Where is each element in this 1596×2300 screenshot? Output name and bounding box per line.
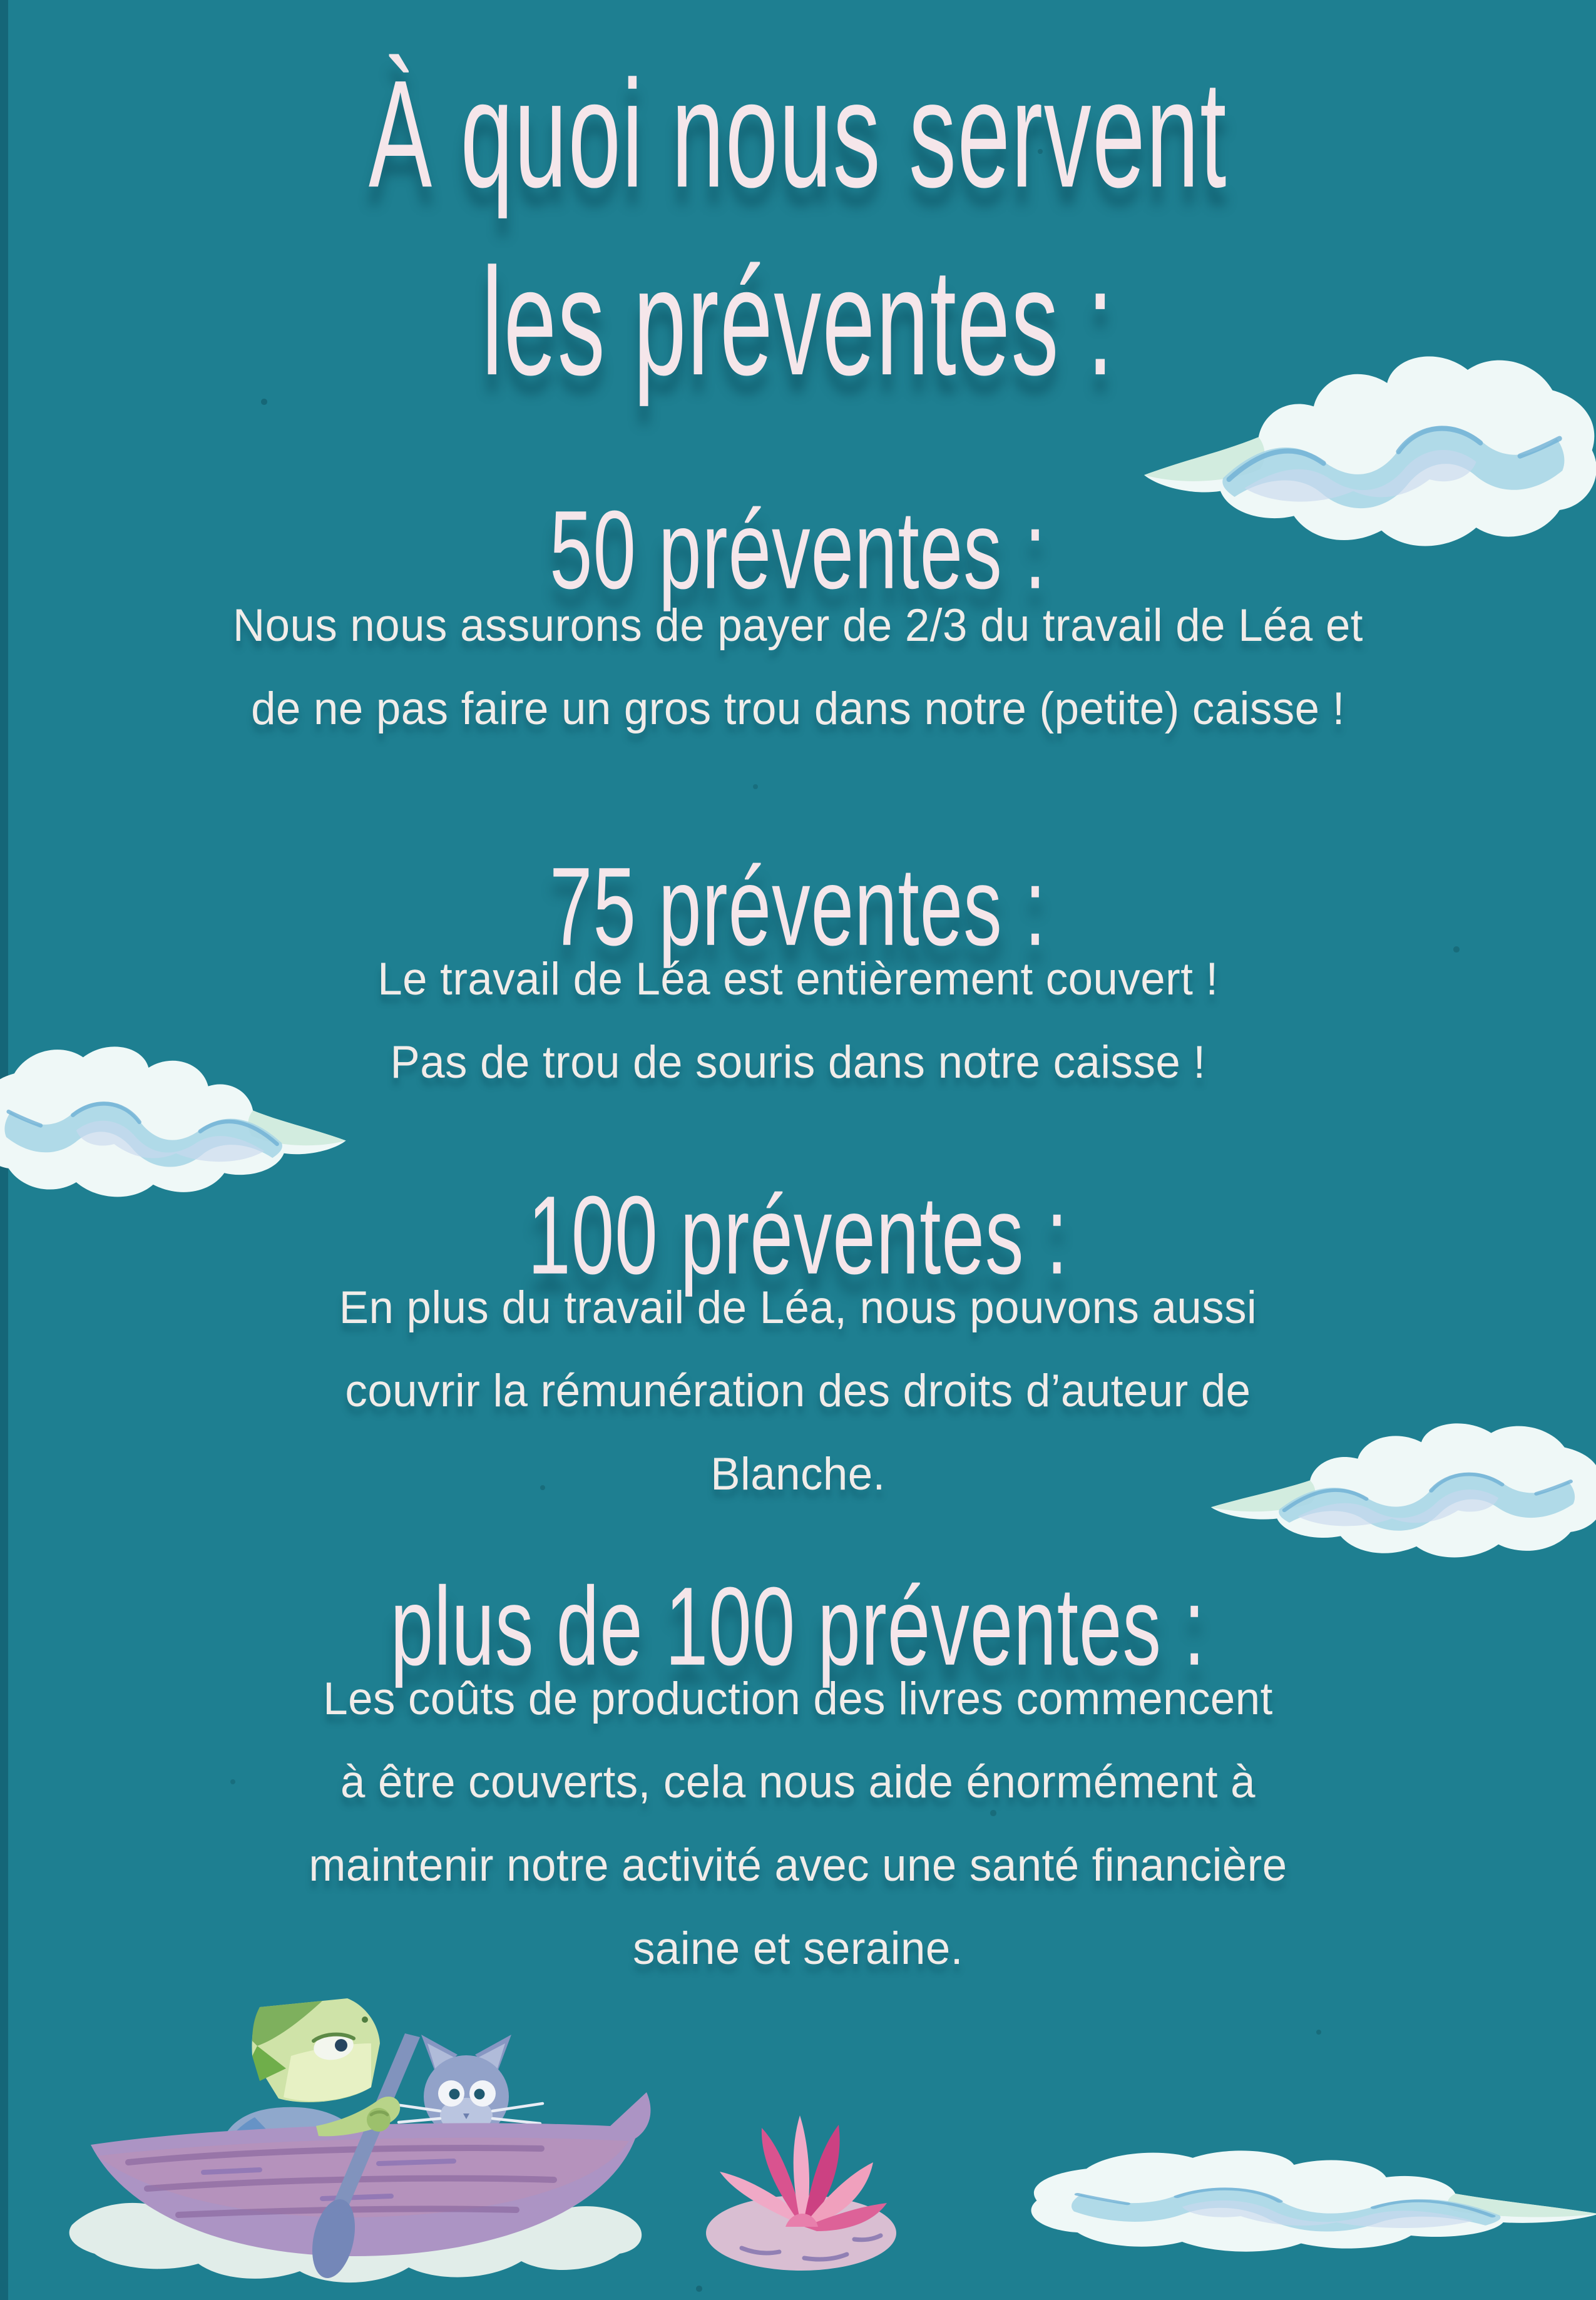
cloud-icon xyxy=(0,1030,350,1220)
section-plus-100-line-1: Les coûts de production des livres commencent xyxy=(323,1674,1273,1724)
section-plus-100-body xyxy=(0,1657,1596,1990)
section-plus-100-line-2: à être couverts, cela nous aide énormément à xyxy=(340,1757,1256,1807)
boat-scene-illustration xyxy=(53,1981,667,2294)
cloud-illustration-top-right xyxy=(1138,335,1596,576)
section-100-heading: 100 préventes : xyxy=(528,1173,1068,1298)
title-line-2: les préventes : xyxy=(481,237,1115,407)
section-plus-100-line-4: saine et seraine. xyxy=(633,1923,963,1974)
cloud-icon xyxy=(1021,2139,1596,2267)
section-100-line-2: couvrir la rémunération des droits d’auteur de xyxy=(345,1366,1251,1416)
section-50-body xyxy=(0,584,1596,750)
section-plus-100-heading: plus de 100 préventes : xyxy=(390,1564,1206,1689)
section-50-line-1: Nous nous assurons de payer de 2/3 du travail de Léa et xyxy=(233,600,1363,651)
section-50-line-2: de ne pas faire un gros trou dans notre (petite) caisse ! xyxy=(251,683,1345,734)
section-75-line-2: Pas de trou de souris dans notre caisse ! xyxy=(390,1037,1206,1088)
section-75-line-1: Le travail de Léa est entièrement couvert ! xyxy=(377,954,1219,1004)
paper-speckles xyxy=(0,0,3,3)
cloud-icon xyxy=(1206,1408,1596,1578)
title-line-1: À quoi nous servent xyxy=(368,49,1228,220)
water-lily-icon xyxy=(667,2090,942,2278)
cloud-illustration-left xyxy=(0,1030,350,1220)
frog-boat-cat-icon xyxy=(53,1981,667,2294)
section-100-line-3: Blanche. xyxy=(710,1449,886,1500)
cloud-illustration-right-middle xyxy=(1206,1408,1596,1578)
water-lily-illustration xyxy=(667,2090,942,2278)
section-75-heading: 75 préventes : xyxy=(549,844,1046,969)
section-plus-100-line-3: maintenir notre activité avec une santé financière xyxy=(309,1840,1287,1891)
section-100-line-1: En plus du travail de Léa, nous pouvons aussi xyxy=(339,1282,1257,1333)
cloud-illustration-bottom-right xyxy=(1021,2139,1596,2267)
cloud-icon xyxy=(1138,335,1596,576)
section-50-heading: 50 préventes : xyxy=(549,488,1046,613)
